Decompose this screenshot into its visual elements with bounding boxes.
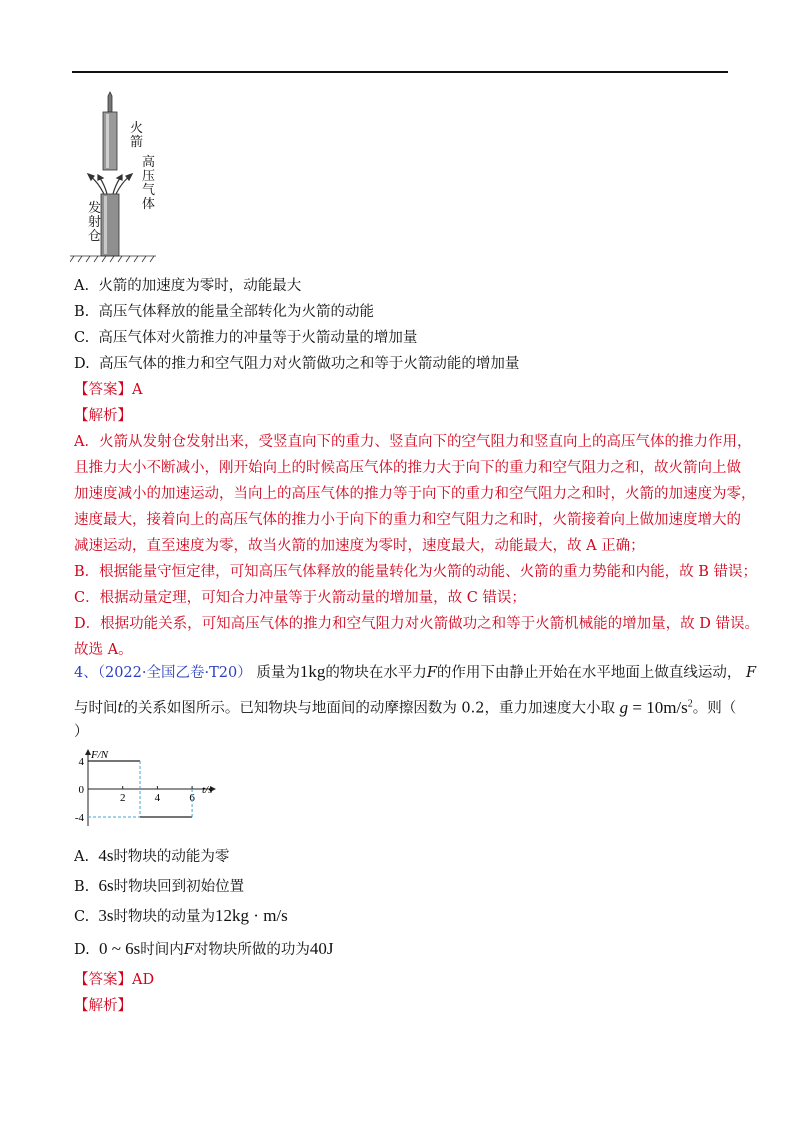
q3-analysis-line: 故选 A。 [74, 642, 133, 658]
label-silo: 发射仓 [88, 200, 102, 243]
x-axis-label: t/s [202, 784, 213, 796]
q4-stem-line-1: 4、（2022·全国乙卷·T20） 质量为1kg的物块在水平力F的作用下由静止开始在水平地面上做直线运动， F [74, 662, 757, 681]
q3-analysis-line: D．根据功能关系，可知高压气体的推力和空气阻力对火箭做功之和等于火箭机械能的增加量，故 D 错误。 [74, 616, 759, 632]
q3-analysis-line: 减速运动，直至速度为零，故当火箭的加速度为零时，速度最大，动能最大，故 A 正确； [74, 538, 645, 554]
q4-analysis-label: 【解析】 [74, 998, 132, 1014]
ground [70, 256, 156, 262]
gas-arrows-icon [88, 174, 132, 194]
q3-analysis-line: A．火箭从发射仓发射出来，受竖直向下的重力、竖直向下的空气阻力和竖直向上的高压气体的推力作用， [74, 434, 752, 450]
q4-option-c: C. 3s时物块的动量为12kg · m/s [74, 906, 288, 925]
x-tick-label: 6 [189, 792, 195, 804]
x-tick-label: 2 [119, 792, 126, 804]
y-tick-label: 4 [78, 756, 84, 768]
q4-stem-line-2: 与时间t的关系如图所示。已知物块与地面间的动摩擦因数为 0.2，重力加速度大小取 $g = 10m/s^2$。则（ [74, 697, 737, 717]
y-axis-label: F/N [91, 749, 109, 761]
q4-option-b: B. 6s时物块回到初始位置 [74, 876, 245, 895]
launch-silo [101, 194, 119, 256]
q3-option-b: B. 高压气体释放的能量全部转化为火箭的动能 [74, 304, 374, 320]
q3-analysis-line: B．根据能量守恒定律，可知高压气体释放的能量转化为火箭的动能、火箭的重力势能和内能，故 B 错误； [74, 564, 758, 580]
q3-analysis-label: 【解析】 [74, 408, 132, 424]
q3-analysis-line: 且推力大小不断减小，刚开始向上的时候高压气体的推力大于向下的重力和空气阻力之和，故火箭向上做 [74, 460, 741, 476]
header-rule [72, 71, 728, 73]
q4-answer: 【答案】AD [74, 972, 155, 988]
q4-option-d: D. 0 ~ 6s时间内F对物块所做的功为40J [74, 939, 334, 958]
q3-analysis-line: 加速度减小的加速运动，当向上的高压气体的推力等于向下的重力和空气阻力之和时，火箭的加速度为零， [74, 486, 756, 502]
f-t-chart [70, 746, 230, 828]
y-tick-label: 0 [78, 784, 84, 796]
q4-number: 4、 [74, 665, 98, 681]
q3-option-d: D. 高压气体的推力和空气阻力对火箭做功之和等于火箭动能的增加量 [74, 356, 520, 372]
q4-stem-line-3: ） [74, 724, 89, 740]
q3-analysis-line: C．根据动量定理，可知合力冲量等于火箭动量的增加量，故 C 错误； [74, 590, 526, 606]
q3-answer: 【答案】A [74, 382, 143, 398]
y-tick-label: -4 [74, 812, 84, 824]
q3-analysis-line: 速度最大，接着向上的高压气体的推力小于向下的重力和空气阻力之和时，火箭接着向上做加速度增大的 [74, 512, 741, 528]
q3-option-c: C. 高压气体对火箭推力的冲量等于火箭动量的增加量 [74, 330, 418, 346]
rocket [103, 92, 117, 170]
label-rocket: 火箭 [130, 120, 144, 149]
label-gas: 高压气体 [142, 154, 156, 211]
x-tick-label: 4 [154, 792, 161, 804]
q4-option-a: A. 4s时物块的动能为零 [74, 846, 230, 865]
q3-option-a: A. 火箭的加速度为零时，动能最大 [74, 278, 302, 294]
q4-source: （2022·全国乙卷·T20） [97, 665, 252, 681]
rocket-launch-figure [70, 90, 160, 270]
